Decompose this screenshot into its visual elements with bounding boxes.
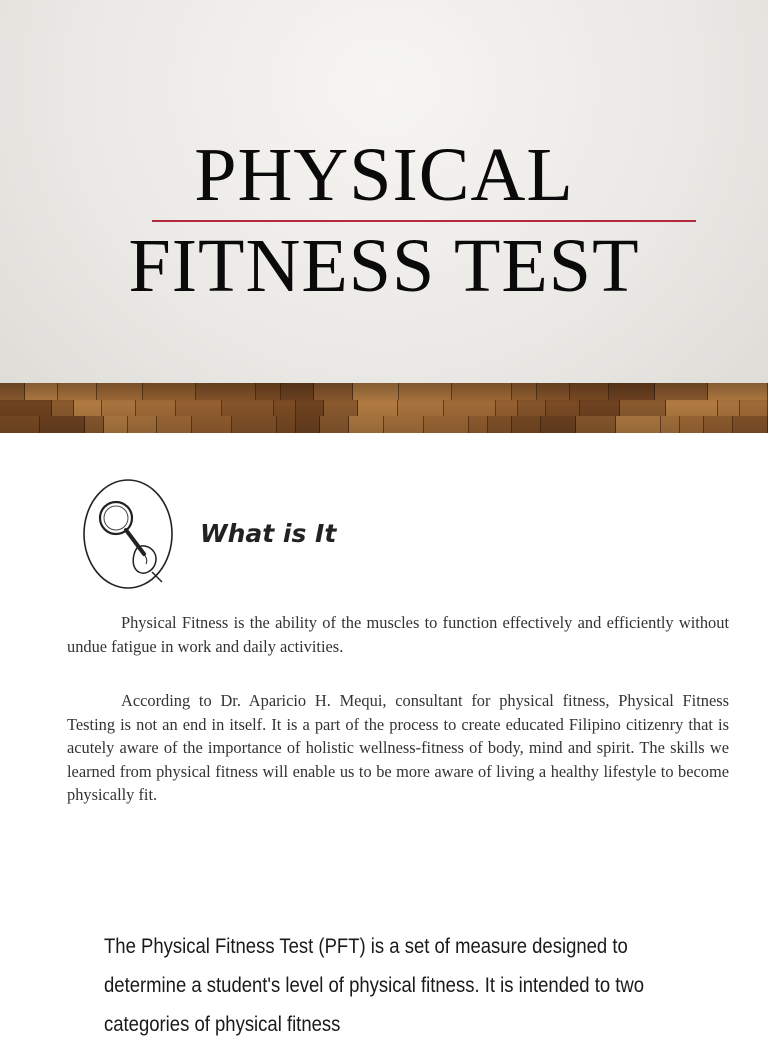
magnifying-glass-hand-icon <box>82 478 174 590</box>
section-heading: What is It <box>200 519 337 548</box>
title-divider <box>152 220 696 222</box>
slide-title-line1: PHYSICAL <box>194 133 574 217</box>
paragraph-pft: The Physical Fitness Test (PFT) is a set of measure designed to determine a student's level of physical fitness. It is intended to two categories of physical fitness <box>104 934 645 1036</box>
slide-title-line2: FITNESS TEST <box>128 224 640 308</box>
wood-floor <box>0 383 768 433</box>
title-slide <box>0 0 768 433</box>
paragraph-mequi: According to Dr. Aparicio H. Mequi, consultant for physical fitness, Physical Fitness Testing is not an end in itself. It is a part of the process to create educated Filipino citizenry that is acutely aware of the importance of holistic wellness-fitness of body, mind and spirit. The skills we learned from physical fitness will enable us to be more aware of living a healthy lifestyle to become physically fit. <box>67 691 729 804</box>
paragraph-definition: Physical Fitness is the ability of the muscles to function effectively and efficiently without undue fatigue in work and daily activities. <box>67 613 729 656</box>
